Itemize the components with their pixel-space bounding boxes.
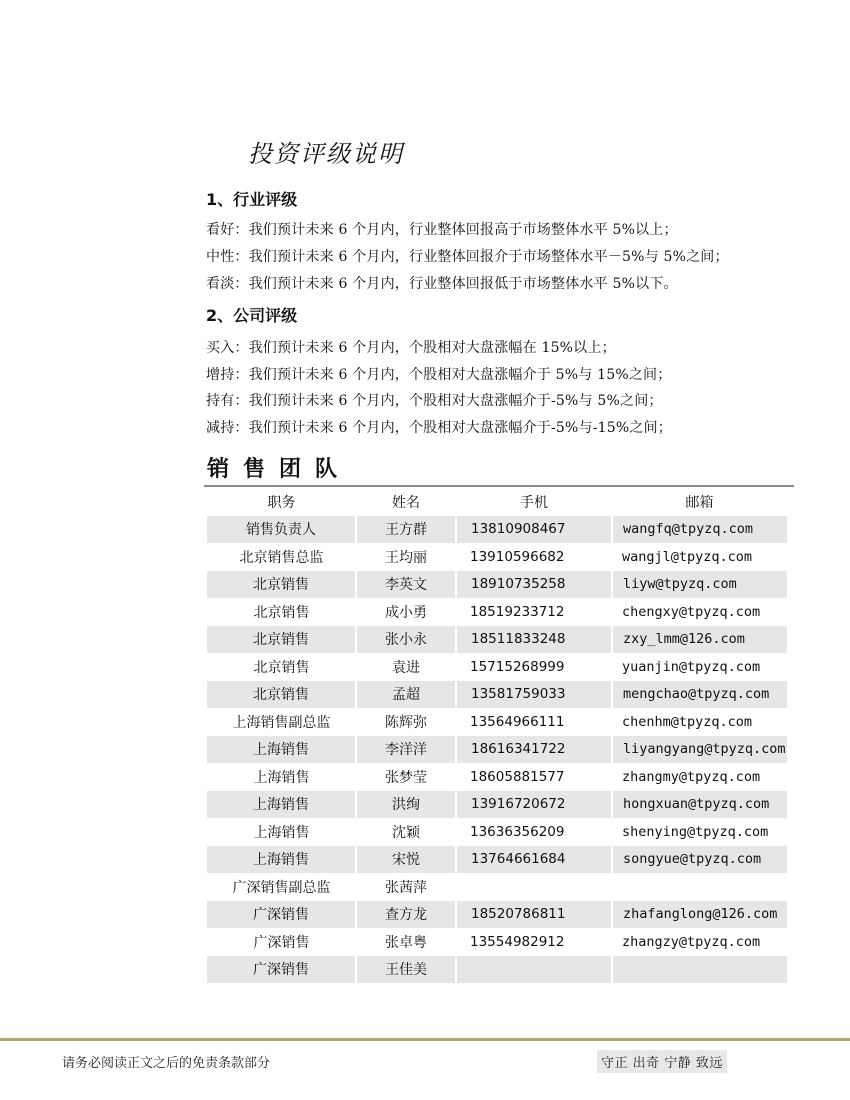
table-row: [207, 708, 787, 736]
cell-email: liyangyang@tpyzq.com: [612, 736, 787, 764]
table-row: [207, 873, 787, 901]
cell-email: zxy_lmm@126.com: [612, 626, 787, 654]
cell-role: 广深销售: [253, 934, 310, 951]
cell-phone: 13554982912: [470, 933, 565, 950]
cell-phone: 13916720672: [456, 791, 612, 819]
cell-phone: [456, 956, 612, 984]
cell-name: 王方群: [356, 516, 456, 544]
cell-name: 王佳美: [356, 956, 456, 984]
header-name: 姓名: [392, 494, 420, 511]
cell-role: 上海销售: [207, 736, 356, 764]
cell-role: 北京销售: [207, 626, 356, 654]
cell-role: 上海销售: [207, 846, 356, 874]
cell-email: wangfq@tpyzq.com: [612, 516, 787, 544]
cell-name: 孟超: [356, 681, 456, 709]
table-row: [207, 571, 787, 599]
table-row: [207, 791, 787, 819]
cell-email: wangjl@tpyzq.com: [622, 548, 753, 565]
table-row: [207, 928, 787, 956]
table-row: [207, 846, 787, 874]
table-row: [207, 626, 787, 654]
cell-phone: [456, 873, 612, 901]
cell-email: zhafanglong@126.com: [612, 901, 787, 929]
cell-role: 北京销售: [207, 681, 356, 709]
cell-role: 上海销售: [253, 769, 310, 786]
table-row: [207, 681, 787, 709]
cell-phone: 18511833248: [456, 626, 612, 654]
cell-role: 上海销售副总监: [232, 714, 331, 731]
footer-motto: 守正 出奇 宁静 致远: [597, 1050, 727, 1073]
sales-team-table: [207, 488, 787, 983]
footer-divider: [0, 1038, 850, 1041]
cell-phone: 18605881577: [470, 768, 565, 785]
cell-phone: 13810908467: [456, 516, 612, 544]
cell-phone: 15715268999: [470, 658, 565, 675]
industry-rating-negative: 看淡：我们预计未来 6 个月内，行业整体回报低于市场整体水平 5%以下。: [206, 276, 678, 292]
cell-email: songyue@tpyzq.com: [612, 846, 787, 874]
table-row: [207, 763, 787, 791]
cell-role: 广深销售: [207, 956, 356, 984]
table-row: [207, 736, 787, 764]
cell-role: 北京销售: [253, 659, 310, 676]
cell-name: 张茜萍: [385, 879, 427, 896]
cell-email: zhangzy@tpyzq.com: [622, 933, 761, 950]
cell-role: 北京销售总监: [239, 549, 324, 566]
cell-email: chenhm@tpyzq.com: [622, 713, 753, 730]
cell-email: shenying@tpyzq.com: [622, 823, 769, 840]
cell-name: 王均丽: [385, 549, 427, 566]
cell-role: 上海销售: [207, 791, 356, 819]
cell-name: 袁进: [392, 659, 420, 676]
cell-role: 上海销售: [253, 824, 310, 841]
industry-rating-title: 1、行业评级: [206, 190, 298, 209]
cell-email: yuanjin@tpyzq.com: [622, 658, 761, 675]
cell-name: 李英文: [356, 571, 456, 599]
table-row: [207, 901, 787, 929]
sales-team-title: 销售团队: [207, 457, 352, 482]
cell-email: [612, 873, 787, 901]
industry-rating-neutral: 中性：我们预计未来 6 个月内，行业整体回报介于市场整体水平－5%与 5%之间；: [206, 249, 729, 265]
sales-team-divider: [204, 485, 794, 487]
table-row: [207, 653, 787, 681]
cell-email: mengchao@tpyzq.com: [612, 681, 787, 709]
table-row: [207, 818, 787, 846]
table-header-row: [207, 488, 787, 516]
cell-role: 北京销售: [253, 604, 310, 621]
cell-name: 李洋洋: [356, 736, 456, 764]
cell-name: 沈颖: [392, 824, 420, 841]
cell-name: 宋悦: [356, 846, 456, 874]
company-rating-overweight: 增持：我们预计未来 6 个月内，个股相对大盘涨幅介于 5%与 15%之间；: [206, 367, 672, 383]
table-row: [207, 516, 787, 544]
cell-phone: 13636356209: [470, 823, 565, 840]
cell-email: liyw@tpyzq.com: [612, 571, 787, 599]
company-rating-hold: 持有：我们预计未来 6 个月内，个股相对大盘涨幅介于-5%与 5%之间；: [206, 393, 663, 409]
cell-phone: 13581759033: [456, 681, 612, 709]
cell-email: zhangmy@tpyzq.com: [622, 768, 761, 785]
footer-disclaimer: 请务必阅读正文之后的免责条款部分: [62, 1056, 271, 1071]
cell-name: 洪绚: [356, 791, 456, 819]
cell-role: 广深销售: [207, 901, 356, 929]
header-phone: 手机: [520, 494, 548, 511]
cell-role: 广深销售副总监: [232, 879, 331, 896]
cell-phone: 18910735258: [456, 571, 612, 599]
company-rating-title: 2、公司评级: [206, 306, 298, 325]
cell-name: 查方龙: [356, 901, 456, 929]
cell-phone: 13910596682: [470, 548, 565, 565]
cell-role: 销售负责人: [207, 516, 356, 544]
cell-phone: 13564966111: [470, 713, 565, 730]
company-rating-buy: 买入：我们预计未来 6 个月内，个股相对大盘涨幅在 15%以上；: [206, 340, 616, 356]
table-row: [207, 598, 787, 626]
table-row: [207, 543, 787, 571]
cell-name: 张小永: [356, 626, 456, 654]
cell-role: 北京销售: [207, 571, 356, 599]
cell-phone: 18520786811: [456, 901, 612, 929]
cell-email: hongxuan@tpyzq.com: [612, 791, 787, 819]
cell-phone: 18616341722: [456, 736, 612, 764]
header-role: 职务: [267, 494, 296, 511]
cell-name: 张卓粤: [385, 934, 427, 951]
cell-name: 成小勇: [385, 604, 427, 621]
company-rating-underweight: 减持：我们预计未来 6 个月内，个股相对大盘涨幅介于-5%与-15%之间；: [206, 420, 672, 436]
cell-name: 张梦莹: [385, 769, 427, 786]
page-title: 投资评级说明: [248, 140, 404, 168]
table-row: [207, 956, 787, 984]
cell-phone: 13764661684: [456, 846, 612, 874]
cell-name: 陈辉弥: [385, 714, 427, 731]
industry-rating-positive: 看好：我们预计未来 6 个月内，行业整体回报高于市场整体水平 5%以上；: [206, 222, 678, 238]
cell-phone: 18519233712: [470, 603, 565, 620]
header-email: 邮箱: [685, 494, 714, 511]
cell-email: [612, 956, 787, 984]
cell-email: chengxy@tpyzq.com: [622, 603, 761, 620]
